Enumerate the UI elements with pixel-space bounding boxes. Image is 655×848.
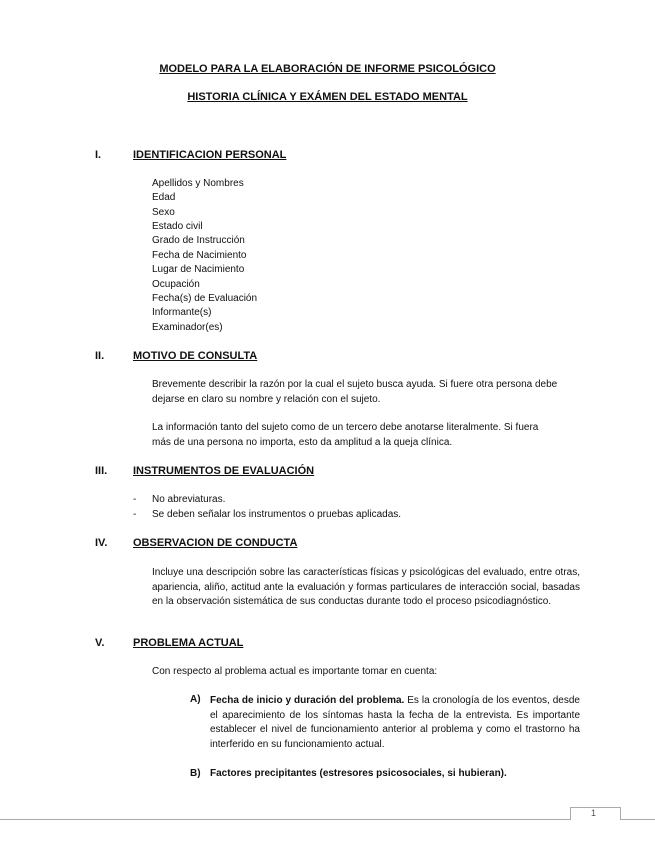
list-item: Se deben señalar los instrumentos o pruebas aplicadas. [152, 509, 402, 520]
intro-text: Con respecto al problema actual es importante tomar en cuenta: [152, 666, 438, 677]
page-number: 1 [591, 808, 597, 818]
list-item [210, 694, 580, 752]
item-marker: B) [190, 768, 201, 779]
paragraph: La información tanto del sujeto como de un tercero debe anotarse literalmente. Si fuera más de una persona no importa, esto da amplitud a la queja clínica. [152, 422, 539, 448]
field-label: Sexo [152, 207, 175, 218]
footer-rule [0, 819, 570, 820]
field-label: Grado de Instrucción [152, 235, 245, 246]
field-label: Ocupación [152, 279, 200, 290]
item-label: Factores precipitantes (estresores psicosociales, si hubieran). [210, 768, 507, 779]
section-number: I. [95, 149, 102, 161]
section-number: V. [95, 637, 105, 649]
item-marker: A) [190, 694, 201, 705]
section-heading: PROBLEMA ACTUAL [133, 637, 244, 649]
field-label: Apellidos y Nombres [152, 178, 244, 189]
bullet-marker: - [133, 494, 137, 505]
list-item [210, 768, 507, 779]
paragraph: Incluye una descripción sobre las características físicas y psicológicas del evaluado, entre otras, apariencia, aliño, actitud ante la evaluación y formas particulares de interacción social, basadas en la observación sistemática de sus conductas durante todo el proceso psicodiagnóstico. [152, 567, 580, 607]
field-label: Lugar de Nacimiento [152, 264, 245, 275]
list-item: No abreviaturas. [152, 494, 226, 505]
field-label: Fecha(s) de Evaluación [152, 293, 258, 304]
item-text: Es la cronología de los eventos, desde el aparecimiento de los síntomas hasta la fecha de la entrevista. Es importante establecer el nivel de funcionamiento anterior al problema y como el trastorno ha interferido en su funcionamiento actual. [210, 695, 580, 750]
document-title: MODELO PARA LA ELABORACIÓN DE INFORME PSICOLÓGICO [159, 63, 496, 75]
paragraph: Brevemente describir la razón por la cual el sujeto busca ayuda. Si fuere otra persona debe dejarse en claro su nombre y relación con el sujeto. [152, 379, 558, 405]
section-heading: INSTRUMENTOS DE EVALUACIÓN [133, 465, 315, 477]
section-number: IV. [95, 537, 108, 549]
document-subtitle: HISTORIA CLÍNICA Y EXÁMEN DEL ESTADO MENTAL [187, 91, 468, 103]
field-label: Edad [152, 192, 176, 203]
footer-tab-left [570, 807, 571, 820]
field-label: Estado civil [152, 221, 203, 232]
field-label: Examinador(es) [152, 322, 223, 333]
item-label: Fecha de inicio y duración del problema. [210, 695, 405, 706]
field-label: Informante(s) [152, 307, 212, 318]
section-number: III. [95, 465, 108, 477]
footer-rule-right [620, 819, 655, 820]
section-heading: IDENTIFICACION PERSONAL [133, 149, 287, 161]
section-number: II. [95, 350, 105, 362]
field-label: Fecha de Nacimiento [152, 250, 247, 261]
section-heading: OBSERVACION DE CONDUCTA [133, 537, 298, 549]
bullet-marker: - [133, 509, 137, 520]
section-heading: MOTIVO DE CONSULTA [133, 350, 258, 362]
